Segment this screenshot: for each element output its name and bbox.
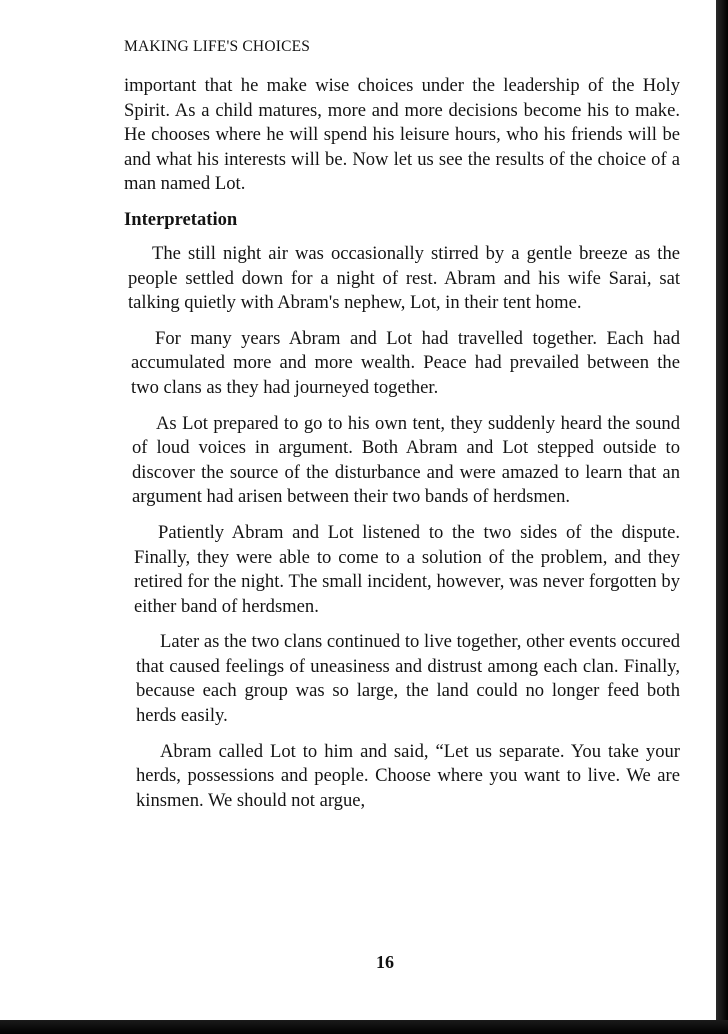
scan-edge-right [716,0,728,1034]
paragraph: As Lot prepared to go to his own tent, they suddenly heard the sound of loud voices in argument. Both Abram and Lot stepped outside to discover the source of the disturbance and were amazed to learn that an argument had arisen between their two bands of herdsmen. [132,412,680,508]
body-text [124,74,680,824]
paragraph: Patiently Abram and Lot listened to the two sides of the dispute. Finally, they were able to come to a solution of the problem, and they retired for the night. The small incident, however, was never forgotten by either band of herdsmen. [134,521,680,617]
scan-edge-bottom [0,1020,728,1034]
page-number: 16 [376,952,394,972]
paragraph-continuation: important that he make wise choices under the leadership of the Holy Spirit. As a child matures, more and more decisions become his to make. He chooses where he will spend his leisure hours, who his friends will be and what his interests will be. Now let us see the results of the choice of a man named Lot. [124,75,680,195]
paragraph: The still night air was occasionally stirred by a gentle breeze as the people settled down for a night of rest. Abram and his wife Sarai, sat talking quietly with Abram's nephew, Lot, in their tent home. [128,242,680,314]
section-heading: Interpretation [124,208,238,230]
paragraph: Later as the two clans continued to live together, other events occured that caused feelings of uneasiness and distrust among each clan. Finally, because each group was so large, the land could no longer feed both herds easily. [136,631,680,727]
paragraph: Abram called Lot to him and said, “Let us separate. You take your herds, possessions and people. Choose where you want to live. We are kinsmen. We should not argue, [136,740,680,811]
paragraph: For many years Abram and Lot had travelled together. Each had accumulated more and more wealth. Peace had prevailed between the two clans as they had journeyed together. [131,327,680,398]
running-head: MAKING LIFE'S CHOICES [124,38,311,55]
